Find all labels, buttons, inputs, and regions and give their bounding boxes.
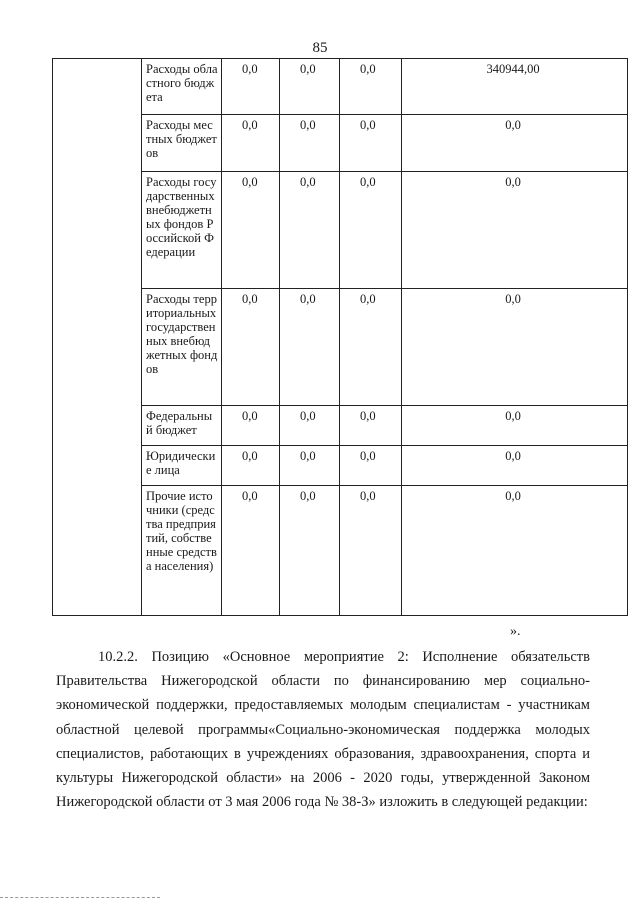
total-cell: 0,0 bbox=[402, 115, 628, 172]
amendment-paragraph: 10.2.2. Позицию «Основное мероприятие 2: Исполнение обязательств Правительства Нижегородской области по финансированию мер социально-экономической поддержки, предоставляемых молодым специалистам - участникам областной целевой программы«Социально-экономическая поддержка молодых специалистов, работающих в учреждениях образования, здравоохранения, спорта и культуры Нижегородской области» на 2006 - 2020 годы, утвержденной Законом Нижегородской области от 3 мая 2006 года № 38-З» изложить в следующей редакции: bbox=[56, 649, 590, 811]
value-cell: 0,0 bbox=[340, 115, 402, 172]
value-cell: 0,0 bbox=[280, 172, 340, 289]
row-label: Прочие источники (средства предприятий, собственные средства населения) bbox=[142, 486, 222, 616]
total-cell: 0,0 bbox=[402, 486, 628, 616]
value-cell: 0,0 bbox=[340, 486, 402, 616]
value-cell: 0,0 bbox=[222, 486, 280, 616]
value-cell: 0,0 bbox=[280, 486, 340, 616]
value-cell: 0,0 bbox=[280, 406, 340, 446]
table-row bbox=[53, 59, 628, 115]
value-cell: 0,0 bbox=[222, 172, 280, 289]
row-label: Расходы территориальных государственных внебюджетных фондов bbox=[142, 289, 222, 406]
value-cell: 0,0 bbox=[222, 446, 280, 486]
funding-table bbox=[52, 58, 628, 616]
value-cell: 0,0 bbox=[280, 59, 340, 115]
value-cell: 0,0 bbox=[340, 172, 402, 289]
total-cell: 0,0 bbox=[402, 446, 628, 486]
value-cell: 0,0 bbox=[340, 406, 402, 446]
value-cell: 0,0 bbox=[340, 59, 402, 115]
value-cell: 0,0 bbox=[280, 289, 340, 406]
total-cell: 0,0 bbox=[402, 172, 628, 289]
row-label: Расходы местных бюджетов bbox=[142, 115, 222, 172]
value-cell: 0,0 bbox=[340, 446, 402, 486]
total-cell: 0,0 bbox=[402, 406, 628, 446]
row-label: Юридические лица bbox=[142, 446, 222, 486]
total-cell: 0,0 bbox=[402, 289, 628, 406]
value-cell: 0,0 bbox=[340, 289, 402, 406]
value-cell: 0,0 bbox=[280, 446, 340, 486]
page-number: 85 bbox=[312, 40, 328, 56]
closing-quote: ». bbox=[510, 624, 521, 639]
row-label: Федеральный бюджет bbox=[142, 406, 222, 446]
value-cell: 0,0 bbox=[222, 59, 280, 115]
value-cell: 0,0 bbox=[222, 406, 280, 446]
value-cell: 0,0 bbox=[222, 115, 280, 172]
row-label: Расходы государственных внебюджетных фондов Российской Федерации bbox=[142, 172, 222, 289]
value-cell: 0,0 bbox=[222, 289, 280, 406]
total-cell: 340944,00 bbox=[402, 59, 628, 115]
value-cell: 0,0 bbox=[280, 115, 340, 172]
footer-divider bbox=[0, 897, 160, 898]
merged-empty-cell bbox=[53, 59, 142, 616]
row-label: Расходы областного бюджета bbox=[142, 59, 222, 115]
